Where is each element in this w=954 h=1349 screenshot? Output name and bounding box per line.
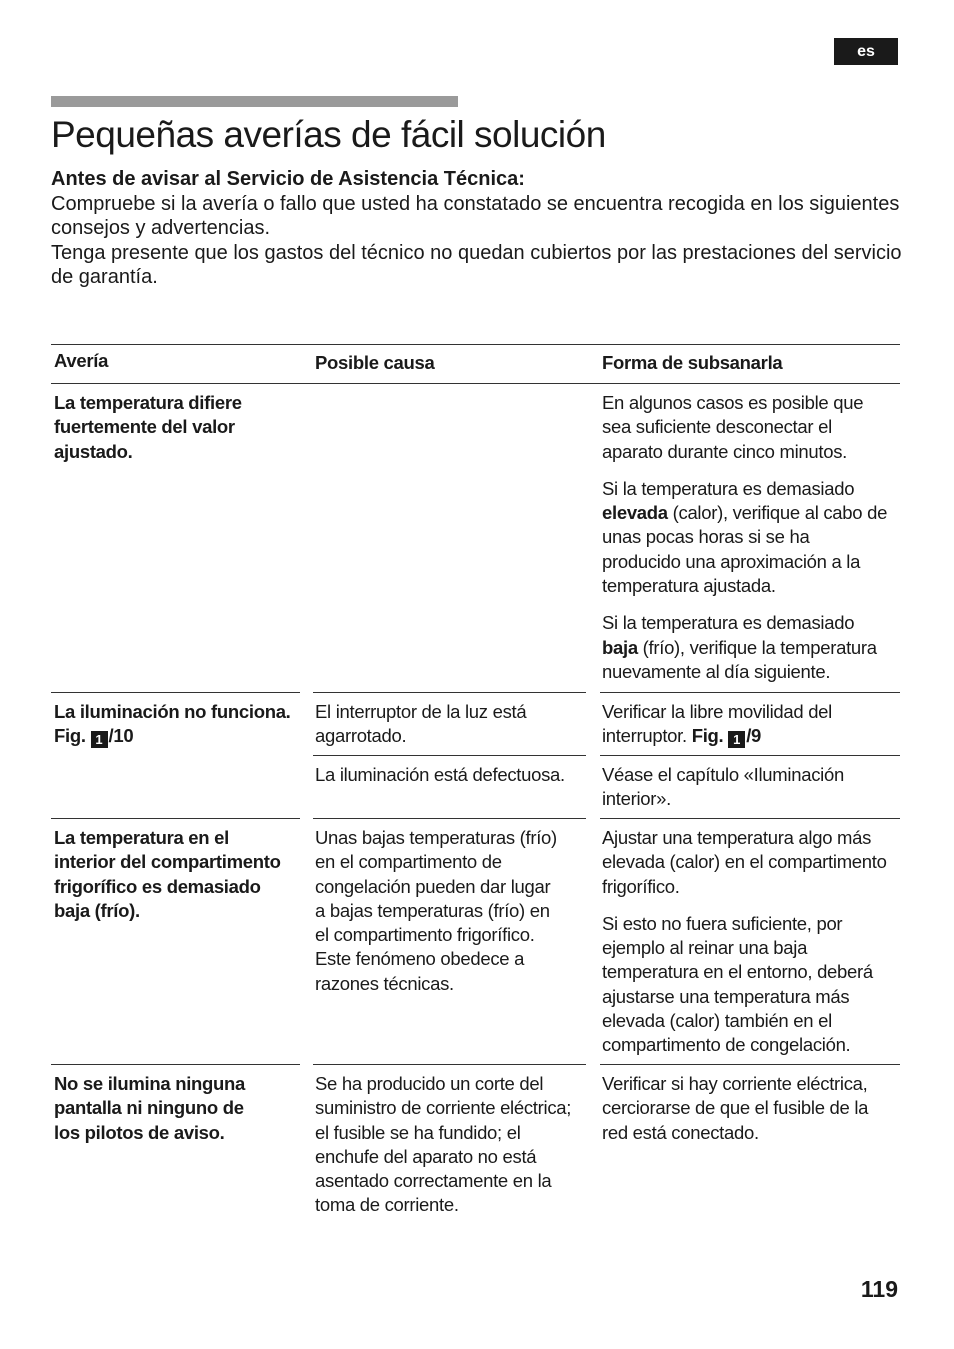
row-divider [313, 1064, 586, 1065]
fault-cell [54, 700, 299, 749]
intro-block [51, 167, 911, 290]
remedy-paragraph [602, 611, 892, 684]
subrow-divider [600, 755, 900, 756]
figure-label: Fig. [54, 725, 91, 747]
remedy-paragraph: Si esto no fuera suficiente, por ejemplo al reinar una baja temperatura en el entorno, deberá ajustarse una temperatura más elevada (calor) también en el compartimento de congelación. [602, 912, 873, 1056]
remedy-paragraph: Ajustar una temperatura algo más elevada (calor) en el compartimento frigorífico. [602, 827, 887, 897]
figure-reference [692, 725, 761, 746]
header-cause: Posible causa [315, 352, 435, 373]
figure-number-badge: 1 [728, 731, 745, 748]
page-number: 119 [860, 1276, 898, 1302]
remedy-cell: Verificar si hay corriente eléctrica, cerciorarse de que el fusible de la red está conectado. [602, 1073, 869, 1143]
figure-suffix: /10 [108, 725, 134, 747]
remedy-text: Si la temperatura es demasiado [602, 477, 855, 499]
figure-suffix: /9 [746, 725, 762, 747]
remedy-text: Verificar la libre movilidad del interruptor. [602, 701, 832, 747]
subrow-divider [313, 755, 586, 756]
row-divider [600, 1064, 900, 1065]
remedy-text: Si la temperatura es demasiado [602, 612, 855, 634]
remedy-text: (calor), verifique al cabo de unas pocas horas si se ha producido una aproximación a la temperatura ajustada. [602, 502, 888, 597]
intro-paragraph: Tenga presente que los gastos del técnico no quedan cubiertos por las prestaciones del servicio de garantía. [51, 241, 902, 288]
remedy-paragraph [602, 477, 892, 598]
fault-cell: No se ilumina ninguna pantalla ni ninguno de los pilotos de aviso. [54, 1073, 246, 1143]
title-rule [51, 96, 458, 107]
remedy-cell: Véase el capítulo «Iluminación interior». [602, 764, 844, 810]
page-title: Pequeñas averías de fácil solución [51, 114, 606, 155]
remedy-cell [602, 700, 872, 749]
row-divider [313, 818, 586, 819]
fault-cell: La temperatura difiere fuertemente del valor ajustado. [54, 392, 242, 462]
row-divider [51, 1064, 300, 1065]
figure-number-badge: 1 [91, 731, 108, 748]
cause-cell: Se ha producido un corte del suministro de corriente eléctrica; el fusible se ha fundido; el enchufe del aparato no está asentado correctamente en la toma de corriente. [315, 1073, 572, 1216]
figure-reference [54, 724, 299, 748]
header-remedy: Forma de subsanarla [602, 352, 783, 373]
remedy-cell [602, 391, 892, 684]
remedy-emphasis: elevada [602, 502, 668, 524]
row-divider [600, 818, 900, 819]
fault-cell: La temperatura en el interior del compartimento frigorífico es demasiado baja (frío). [54, 827, 281, 921]
figure-label: Fig. [691, 725, 729, 747]
row-divider [51, 692, 300, 693]
remedy-text: (frío), verifique la temperatura nuevamente al día siguiente. [602, 636, 877, 682]
table-top-rule [51, 344, 900, 345]
intro-paragraph: Compruebe si la avería o fallo que usted ha constatado se encuentra recogida en los siguientes consejos y advertencias. [51, 192, 900, 239]
language-badge: es [834, 38, 898, 65]
cause-cell: El interruptor de la luz está agarrotado. [315, 701, 527, 747]
intro-lead: Antes de avisar al Servicio de Asistencia Técnica: [51, 168, 525, 190]
header-fault: Avería [54, 350, 109, 371]
remedy-cell [602, 826, 898, 1058]
row-divider [51, 818, 300, 819]
cause-cell: Unas bajas temperaturas (frío) en el compartimento de congelación pueden dar lugar a bajas temperaturas (frío) en el compartimento frigorífico. Este fenómeno obedece a razones técnicas. [315, 827, 557, 994]
header-bottom-rule [51, 383, 900, 384]
remedy-emphasis: baja [602, 636, 638, 658]
row-divider [313, 692, 586, 693]
cause-cell: La iluminación está defectuosa. [315, 764, 565, 785]
row-divider [600, 692, 900, 693]
fault-text: La iluminación no funciona. [54, 701, 291, 722]
remedy-paragraph: En algunos casos es posible que sea suficiente desconectar el aparato durante cinco minutos. [602, 392, 864, 462]
